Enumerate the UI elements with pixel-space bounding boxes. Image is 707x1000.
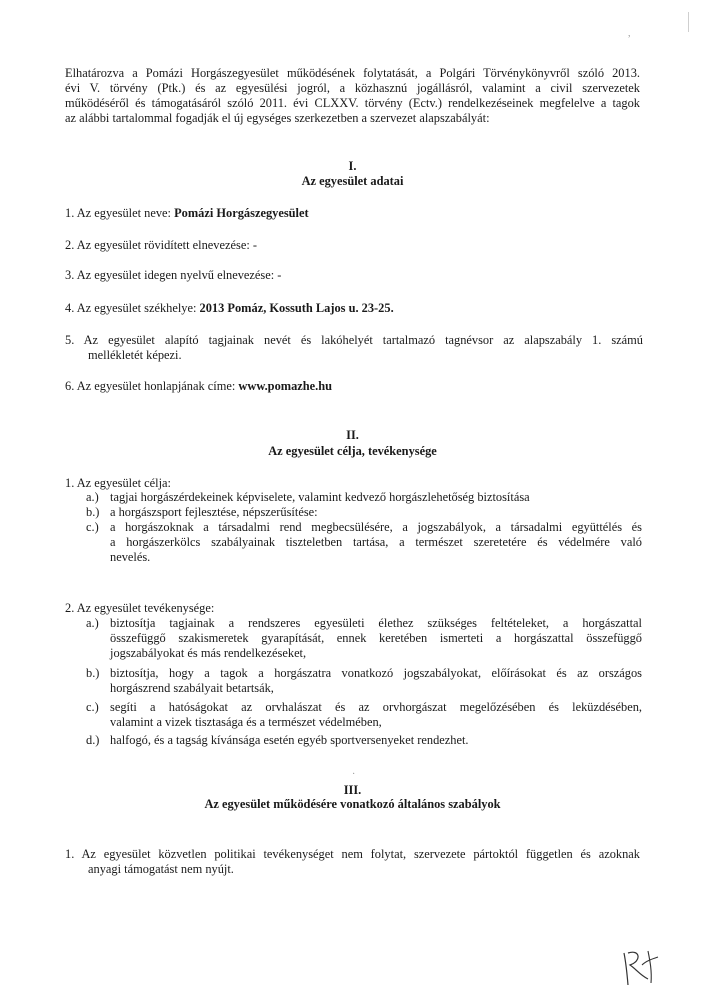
item-text [110, 520, 642, 565]
section-1-item-name [65, 206, 645, 221]
scan-dot-mark: , [628, 28, 631, 39]
intro-line: évi V. törvény (Ptk.) és az egyesülési jogról, a közhasznú jogállásról, valamint a civil szervezetek [65, 81, 640, 95]
section-3-title: Az egyesület működésére vonatkozó általános szabályok [204, 797, 501, 811]
goal-item-b [86, 505, 642, 520]
item-line: biztosítja, hogy a tagok a horgászatra vonatkozó jogszabályokat, előírásokat és az országos [110, 666, 642, 680]
section-3-item-1-cont: anyagi támogatást nem nyújt. [88, 862, 234, 876]
intro-paragraph [65, 66, 640, 126]
section-1-title: Az egyesület adatai [301, 174, 404, 188]
item-text: tagjai horgászérdekeinek képviselete, valamint kedvező horgászlehetőség biztosítása [110, 490, 530, 504]
item-letter: b.) [86, 505, 100, 519]
section-2-title: Az egyesület célja, tevékenysége [268, 444, 437, 458]
item-line: valamint a vizek tisztasága és a természet védelmében, [110, 715, 382, 729]
goal-item-a [86, 490, 642, 505]
item-text: halfogó, és a tagság kívánsága esetén egyéb sportversenyeket rendezhet. [110, 733, 469, 747]
item-letter: d.) [86, 733, 100, 747]
item-line: 5. Az egyesület alapító tagjainak nevét és lakóhelyét tartalmazó tagnévsor az alapszabály 1. számú [65, 333, 643, 347]
section-1-item-seat [65, 301, 645, 316]
item-label: 6. Az egyesület honlapjának címe: [65, 379, 239, 393]
section-1-item-short-name [65, 238, 645, 253]
item-letter: a.) [86, 490, 99, 504]
goal-heading: 1. Az egyesület célja: [65, 476, 171, 490]
activity-item-c [86, 700, 642, 732]
section-1-numeral: I. [348, 159, 357, 173]
item-value: www.pomazhe.hu [238, 379, 333, 393]
item-line: összefüggő szakismeretek gyarapítását, ennek keretében ismerteti a horgászattal összefüggő [110, 631, 642, 645]
scan-edge-mark [688, 12, 689, 32]
activity-heading: 2. Az egyesület tevékenysége: [65, 601, 215, 615]
signature-icon [618, 945, 662, 989]
item-text: a horgászsport fejlesztése, népszerűsítése: [110, 505, 318, 519]
item-label: 4. Az egyesület székhelye: [65, 301, 200, 315]
item-letter: b.) [86, 666, 100, 680]
item-line: a horgászoknak a társadalmi rend megbecsülésére, a jogszabályok, a társadalmi együttélés és [110, 520, 642, 534]
scan-dot-mark: · [352, 769, 356, 780]
section-1-item-website [65, 379, 645, 394]
section-1-item-members-cont: mellékletét képezi. [88, 348, 182, 362]
item-line: segíti a hatóságokat az orvhalászat és az orvhorgászat megelőzésében és leküzdésében, [110, 700, 642, 714]
section-2-numeral: II. [346, 428, 359, 442]
intro-line: Elhatározva a Pomázi Horgászegyesület működésének folytatását, a Polgári Törvénykönyvről szóló 2013. [65, 66, 640, 80]
item-letter: c.) [86, 520, 99, 534]
item-label: 3. Az egyesület idegen nyelvű elnevezése: - [65, 268, 282, 282]
item-letter: a.) [86, 616, 99, 630]
item-line: jogszabályokat és más rendelkezéseket, [110, 646, 307, 660]
section-3-numeral: III. [343, 783, 362, 797]
section-1-item-foreign-name [65, 268, 645, 283]
item-label: 1. Az egyesület neve: [65, 206, 175, 220]
item-text [110, 666, 642, 696]
item-text [110, 616, 642, 661]
item-value: 2013 Pomáz, Kossuth Lajos u. 23-25. [199, 301, 394, 315]
item-letter: c.) [86, 700, 99, 714]
activity-item-b [86, 666, 642, 698]
item-line: a horgászerkölcs szabályainak tiszteletben tartása, a természet szeretetére és védelmére való [110, 535, 642, 549]
goal-item-c [86, 520, 642, 568]
section-3-item-1 [65, 847, 640, 862]
activity-item-a [86, 616, 642, 664]
item-line: 1. Az egyesület közvetlen politikai tevékenységet nem folytat, szervezete pártoktól független és azoknak [65, 847, 640, 861]
intro-line: működéséről és támogatásáról szóló 2011. évi CLXXV. törvény (Ectv.) rendelkezéseinek megfelelve a tagok [65, 96, 640, 110]
item-value: Pomázi Horgászegyesület [174, 206, 309, 220]
item-text [110, 700, 642, 730]
intro-line: az alábbi tartalommal fogadják el új egységes szerkezetben a szervezet alapszabályát: [65, 111, 490, 125]
activity-item-d [86, 733, 642, 748]
item-line: horgászrend szabályait betartsák, [110, 681, 274, 695]
item-line: biztosítja tagjainak a rendszeres egyesületi élethez szükséges feltételeket, a horgászattal [110, 616, 642, 630]
item-label: 2. Az egyesület rövidített elnevezése: - [65, 238, 257, 252]
section-1-item-members [65, 333, 643, 348]
item-line: nevelés. [110, 550, 151, 564]
